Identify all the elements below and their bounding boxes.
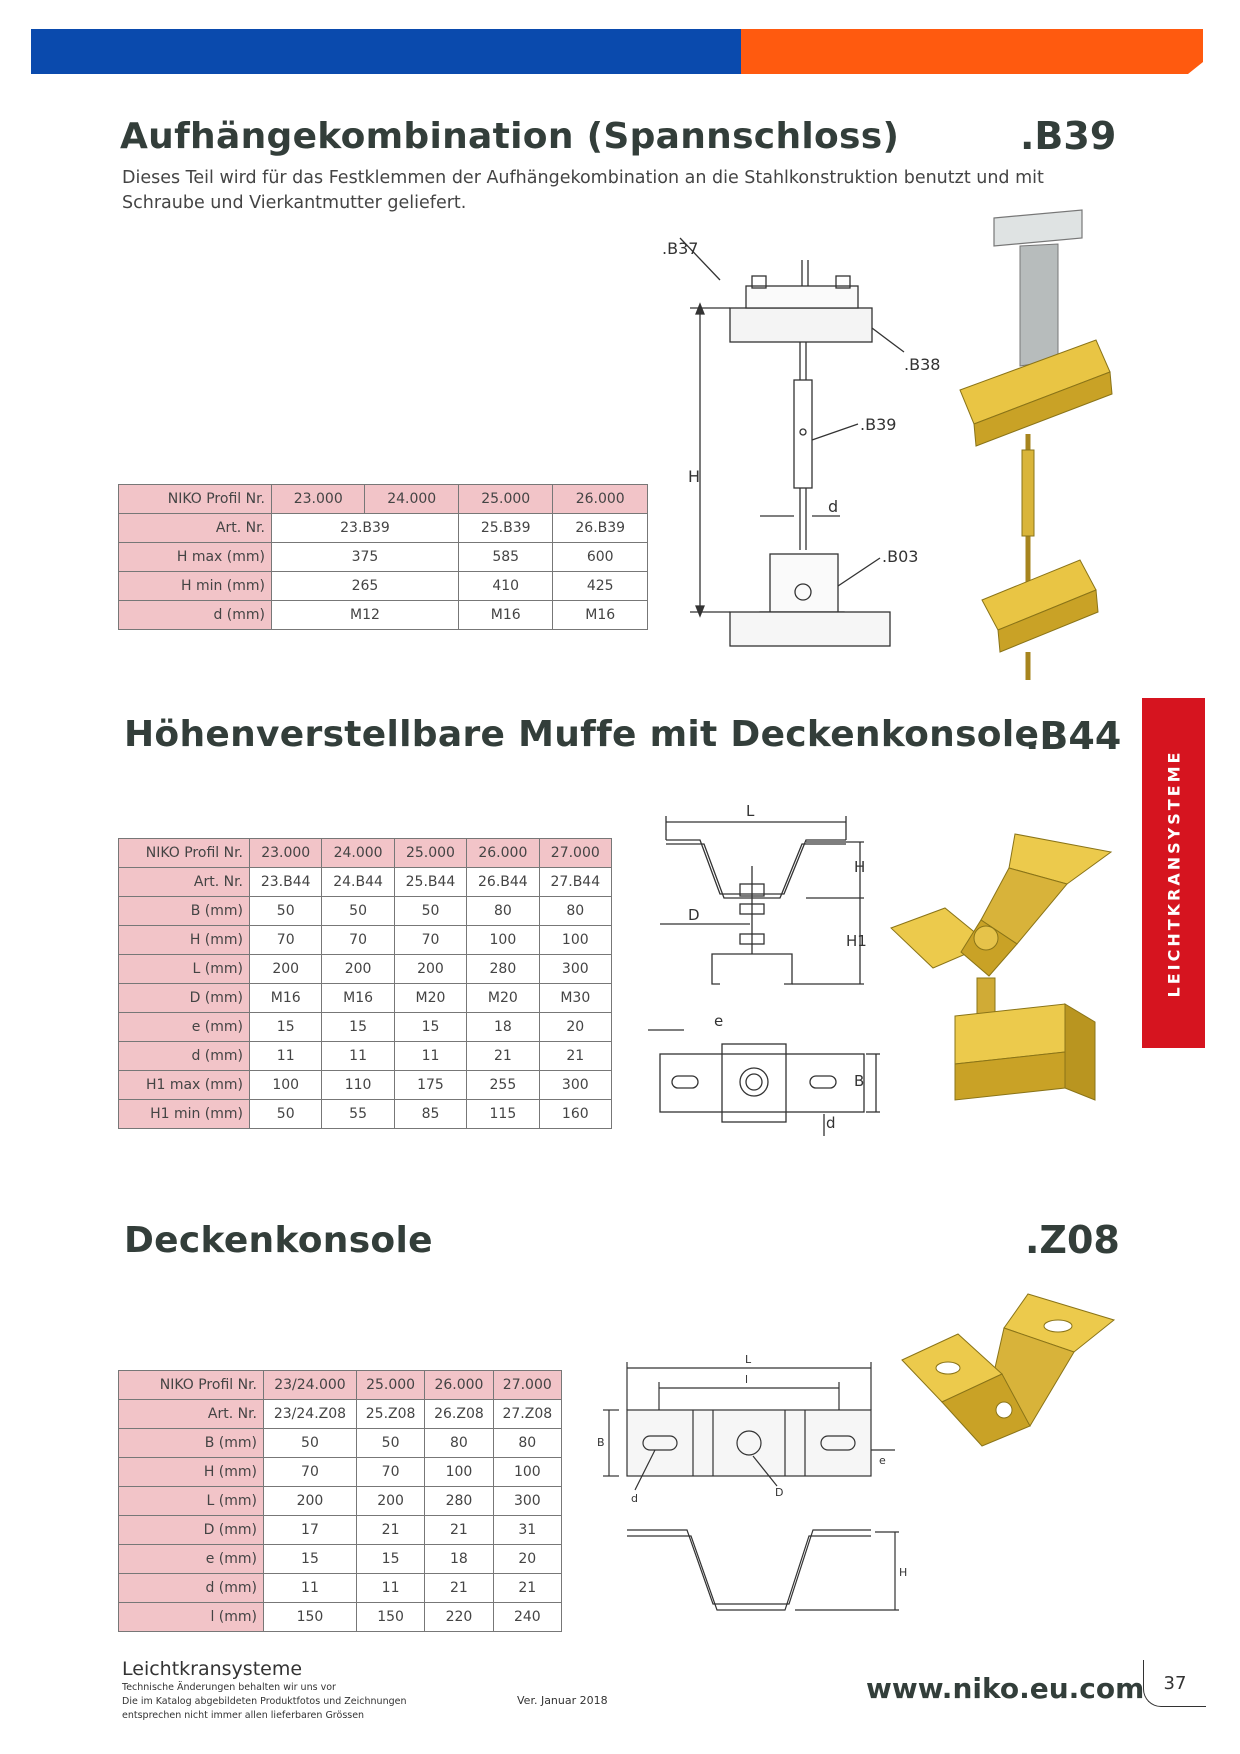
table-cell: 21 [539,1042,611,1071]
table-cell: 280 [467,955,539,984]
table-header-cell: 27.000 [493,1371,561,1400]
footer-version: Ver. Januar 2018 [517,1694,608,1707]
table-cell: 50 [322,897,394,926]
table-cell: 20 [539,1013,611,1042]
table-row [119,514,648,543]
table-cell: 265 [272,572,459,601]
table-cell: M30 [539,984,611,1013]
table-cell: 410 [458,572,553,601]
table-cell: 24.B44 [322,868,394,897]
row-label: d (mm) [119,1042,250,1071]
table-header-cell: 25.000 [356,1371,424,1400]
table-row [119,1545,562,1574]
table-cell: 50 [250,897,322,926]
table-cell: 25.Z08 [356,1400,424,1429]
table-cell: M16 [458,601,553,630]
table-cell: 50 [394,897,466,926]
footer-notes [122,1681,452,1723]
footer-note-2: Die im Katalog abgebildeten Produktfotos und Zeichnungen [122,1696,407,1707]
side-tab-label-wrap [1142,698,1205,1048]
label-d: D [688,906,700,924]
table-row [119,1042,612,1071]
row-label: Art. Nr. [119,514,272,543]
table-row [119,1516,562,1545]
table-cell: M20 [394,984,466,1013]
table-header-cell: 23.000 [250,839,322,868]
table-header-cell: 23/24.000 [264,1371,357,1400]
table-cell: 300 [539,955,611,984]
table-cell: 100 [539,926,611,955]
table-cell: 100 [493,1458,561,1487]
table-cell: 375 [272,543,459,572]
table-header-cell: 27.000 [539,839,611,868]
row-label: B (mm) [119,1429,264,1458]
section-code-b44: .B44 [1025,714,1122,758]
spec-table-b44 [118,838,612,1129]
table-cell: 26.B44 [467,868,539,897]
table-row [119,1100,612,1129]
table-cell: 200 [264,1487,357,1516]
table-cell: 600 [553,543,648,572]
spec-table-b39 [118,484,648,630]
row-label: L (mm) [119,955,250,984]
table-cell: 17 [264,1516,357,1545]
table-cell: M20 [467,984,539,1013]
table-cell: 280 [425,1487,493,1516]
table-cell: 110 [322,1071,394,1100]
label-d: d [828,497,839,516]
table-header-cell: 26.000 [553,485,648,514]
label-b: B [854,1072,865,1090]
table-row [119,543,648,572]
row-label: H min (mm) [119,572,272,601]
section-title-b44: Höhenverstellbare Muffe mit Deckenkonsole [124,714,1040,755]
footer-note-1: Technische Änderungen behalten wir uns vor [122,1682,336,1693]
table-cell: 200 [250,955,322,984]
row-label: D (mm) [119,984,250,1013]
table-cell: 80 [539,897,611,926]
label-b: B [597,1436,605,1449]
table-cell: 300 [493,1487,561,1516]
product-render-z08 [898,1290,1118,1460]
label-e: e [714,1012,724,1030]
table-cell: 160 [539,1100,611,1129]
table-cell: 100 [467,926,539,955]
table-cell: 21 [467,1042,539,1071]
table-row [119,897,612,926]
label-b03: .B03 [882,547,919,566]
section-description-b39: Dieses Teil wird für das Festklemmen der Aufhängekombination an die Stahlkonstruktion benutzt und mit Schraube und Vierkantmutter geliefert. [122,168,1044,213]
technical-drawing-b44 [640,800,890,1160]
table-row [119,1429,562,1458]
label-h1: H1 [846,932,867,950]
footer-note-3: entsprechen nicht immer allen lieferbaren Grössen [122,1710,365,1721]
table-row [119,1574,562,1603]
table-cell: 425 [553,572,648,601]
label-h: H [899,1566,908,1579]
table-row [119,868,612,897]
label-b39: .B39 [860,415,897,434]
table-row [119,1071,612,1100]
spec-table-z08 [118,1370,562,1632]
table-cell: 15 [264,1545,357,1574]
table-cell: 15 [322,1013,394,1042]
table-cell: 26.Z08 [425,1400,493,1429]
table-cell: 11 [250,1042,322,1071]
table-cell: M16 [553,601,648,630]
label-l: L [746,802,755,820]
table-cell: 70 [356,1458,424,1487]
table-row [119,601,648,630]
table-header-cell: 25.000 [394,839,466,868]
table-cell: 240 [493,1603,561,1632]
row-label: D (mm) [119,1516,264,1545]
table-header-row [119,1371,562,1400]
table-cell: 300 [539,1071,611,1100]
technical-drawing-b39 [660,239,941,670]
table-cell: 200 [394,955,466,984]
table-cell: 80 [467,897,539,926]
product-render-b44 [885,828,1115,1113]
table-cell: 11 [356,1574,424,1603]
label-h: H [854,858,866,876]
table-row [119,572,648,601]
table-cell: 21 [356,1516,424,1545]
row-label: H max (mm) [119,543,272,572]
technical-drawing-z08 [595,1350,915,1640]
footer-title: Leichtkransysteme [122,1658,303,1680]
table-row [119,984,612,1013]
table-cell: 100 [425,1458,493,1487]
section-code-b39: .B39 [1020,114,1117,158]
section-title-b39: Aufhängekombination (Spannschloss) [120,116,900,157]
table-row [119,1603,562,1632]
label-d: d [631,1492,638,1505]
row-label: L (mm) [119,1487,264,1516]
row-label: H1 min (mm) [119,1100,250,1129]
table-cell: 18 [425,1545,493,1574]
table-header-row [119,839,612,868]
table-cell: 55 [322,1100,394,1129]
row-label: Art. Nr. [119,868,250,897]
table-cell: 70 [250,926,322,955]
label-l-lower: l [745,1373,749,1386]
table-header-cell: NIKO Profil Nr. [119,1371,264,1400]
table-cell: 15 [356,1545,424,1574]
table-cell: M12 [272,601,459,630]
table-header-cell: 24.000 [365,485,458,514]
table-header-cell: 26.000 [425,1371,493,1400]
table-cell: 21 [493,1574,561,1603]
label-b37: .B37 [662,239,699,258]
table-cell: 25.B39 [458,514,553,543]
table-header-cell: 26.000 [467,839,539,868]
label-d-upper: D [775,1486,784,1499]
row-label: H (mm) [119,926,250,955]
page-number: 37 [1143,1660,1206,1707]
table-header-cell: 24.000 [322,839,394,868]
table-cell: 150 [264,1603,357,1632]
table-row [119,1458,562,1487]
table-cell: 175 [394,1071,466,1100]
table-cell: 11 [322,1042,394,1071]
table-header-cell: 25.000 [458,485,553,514]
table-row [119,926,612,955]
table-cell: 15 [394,1013,466,1042]
header-bar-orange [741,29,1203,74]
footer-url-link[interactable]: www.niko.eu.com [866,1672,1145,1705]
row-label: e (mm) [119,1013,250,1042]
row-label: H1 max (mm) [119,1071,250,1100]
row-label: Art. Nr. [119,1400,264,1429]
table-cell: 85 [394,1100,466,1129]
table-header-row [119,485,648,514]
label-e: e [879,1454,886,1467]
table-cell: 21 [425,1516,493,1545]
table-cell: 23.B39 [272,514,459,543]
table-cell: 70 [264,1458,357,1487]
table-cell: 15 [250,1013,322,1042]
table-cell: 23.B44 [250,868,322,897]
table-header-cell: NIKO Profil Nr. [119,839,250,868]
table-header-cell: NIKO Profil Nr. [119,485,272,514]
table-cell: 255 [467,1071,539,1100]
table-cell: 150 [356,1603,424,1632]
label-h: H [688,467,701,486]
table-cell: 70 [322,926,394,955]
table-cell: M16 [322,984,394,1013]
table-row [119,1013,612,1042]
table-cell: 200 [322,955,394,984]
section-code-z08: .Z08 [1025,1218,1120,1262]
table-row [119,955,612,984]
table-cell: 23/24.Z08 [264,1400,357,1429]
table-cell: 25.B44 [394,868,466,897]
product-render-b39 [950,210,1140,680]
side-tab-label: LEICHTKRANSYSTEME [1164,749,1184,997]
row-label: d (mm) [119,1574,264,1603]
table-cell: 21 [425,1574,493,1603]
table-cell: 50 [264,1429,357,1458]
table-cell: 50 [356,1429,424,1458]
table-cell: 115 [467,1100,539,1129]
table-cell: 20 [493,1545,561,1574]
header-bar-notch [1188,62,1203,74]
table-cell: 585 [458,543,553,572]
label-l-upper: L [745,1353,752,1366]
table-cell: 26.B39 [553,514,648,543]
table-cell: 50 [250,1100,322,1129]
label-b38: .B38 [904,355,941,374]
table-cell: 220 [425,1603,493,1632]
table-cell: M16 [250,984,322,1013]
table-cell: 31 [493,1516,561,1545]
row-label: B (mm) [119,897,250,926]
table-cell: 27.B44 [539,868,611,897]
table-cell: 80 [425,1429,493,1458]
table-cell: 200 [356,1487,424,1516]
row-label: H (mm) [119,1458,264,1487]
table-cell: 11 [264,1574,357,1603]
table-row [119,1400,562,1429]
table-cell: 27.Z08 [493,1400,561,1429]
table-cell: 70 [394,926,466,955]
section-title-z08: Deckenkonsole [124,1220,433,1261]
table-cell: 11 [394,1042,466,1071]
label-d-small: d [826,1114,836,1132]
row-label: d (mm) [119,601,272,630]
table-cell: 80 [493,1429,561,1458]
row-label: e (mm) [119,1545,264,1574]
table-header-cell: 23.000 [272,485,365,514]
table-cell: 18 [467,1013,539,1042]
table-cell: 100 [250,1071,322,1100]
table-row [119,1487,562,1516]
header-bar-blue [31,29,741,74]
row-label: l (mm) [119,1603,264,1632]
